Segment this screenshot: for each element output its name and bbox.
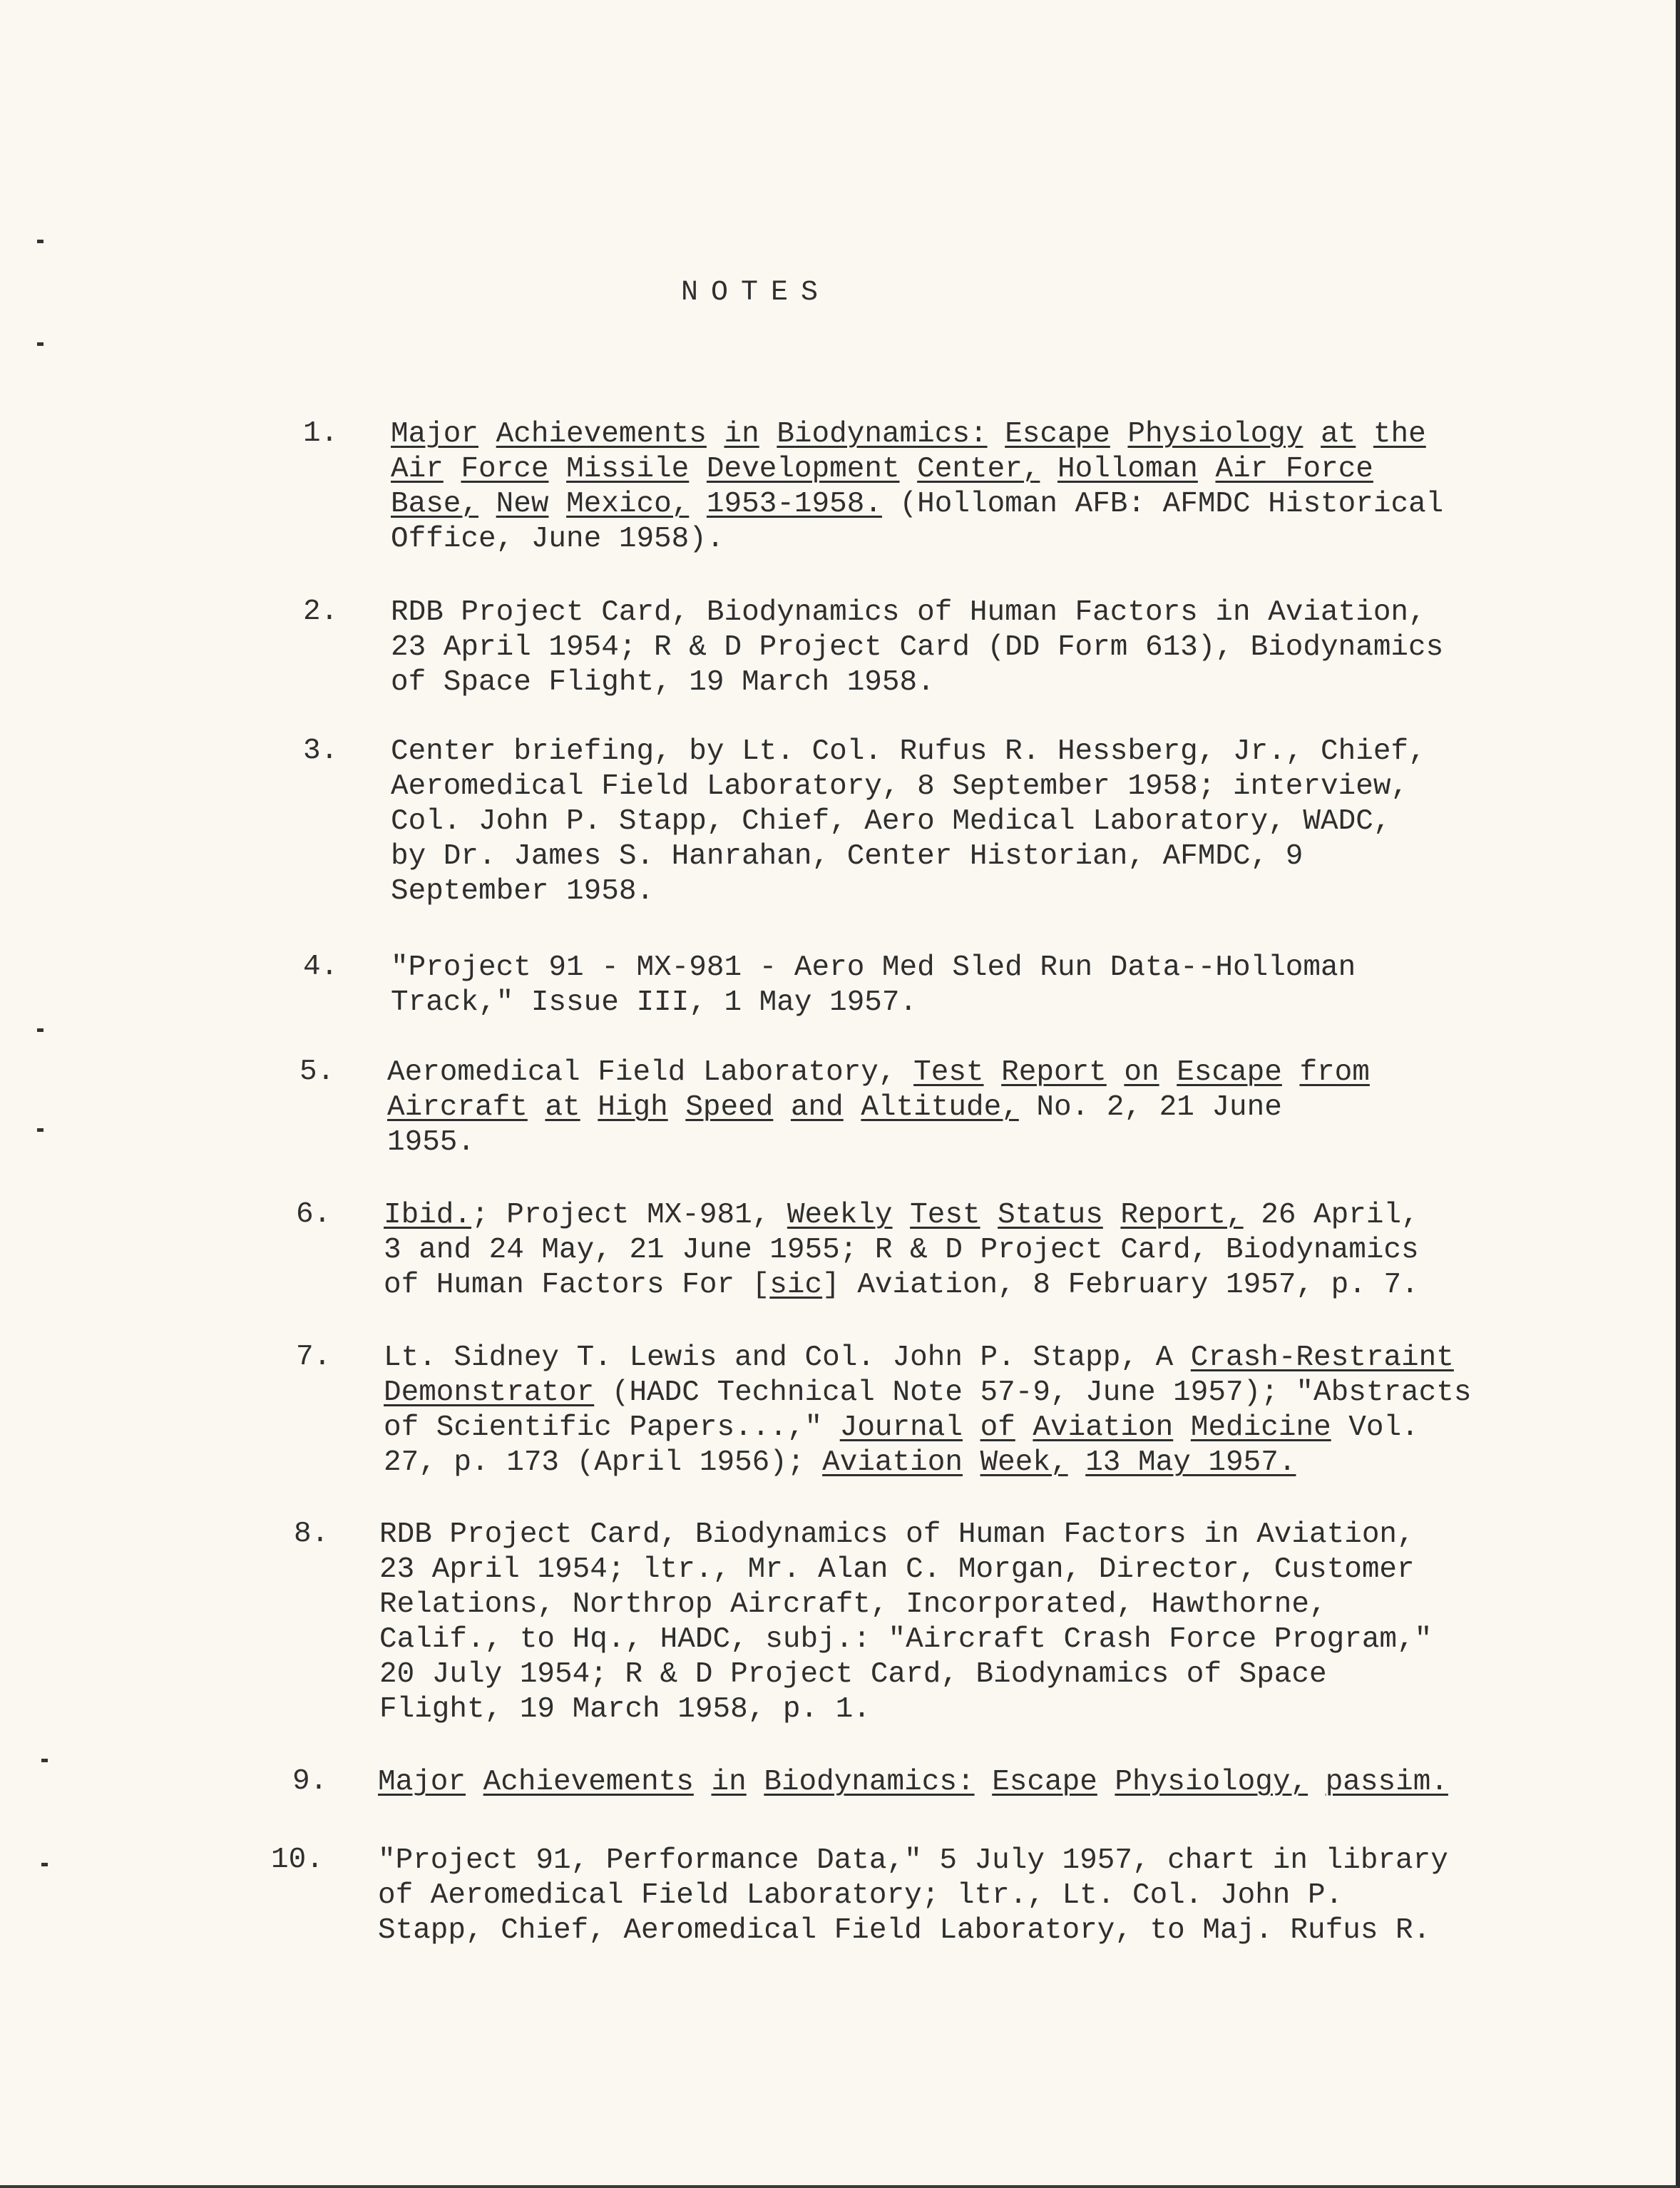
note-line: Ibid.; Project MX-981, Weekly Test Status Report, 26 April, bbox=[384, 1199, 1419, 1232]
note-line: of Space Flight, 19 March 1958. bbox=[391, 666, 935, 699]
note-line: Center briefing, by Lt. Col. Rufus R. Hessberg, Jr., Chief, bbox=[391, 735, 1426, 768]
note-line: 20 July 1954; R & D Project Card, Biodynamics of Space bbox=[379, 1658, 1327, 1691]
note-line: September 1958. bbox=[391, 875, 655, 908]
note-line: RDB Project Card, Biodynamics of Human Factors in Aviation, bbox=[379, 1518, 1415, 1551]
note-number: 3. bbox=[303, 735, 339, 767]
note-line: 23 April 1954; ltr., Mr. Alan C. Morgan, Director, Customer bbox=[379, 1553, 1415, 1586]
note-line: Aeromedical Field Laboratory, Test Report on Escape from bbox=[387, 1056, 1370, 1089]
note-line: Base, New Mexico, 1953-1958. (Holloman AFB: AFMDC Historical bbox=[391, 488, 1444, 521]
note-line: of Aeromedical Field Laboratory; ltr., Lt. Col. John P. bbox=[378, 1879, 1343, 1912]
note-line: Relations, Northrop Aircraft, Incorporated, Hawthorne, bbox=[379, 1588, 1327, 1621]
note-line: Aeromedical Field Laboratory, 8 September 1958; interview, bbox=[391, 770, 1409, 803]
margin-mark bbox=[41, 1863, 48, 1866]
note-number: 1. bbox=[303, 417, 339, 450]
margin-mark bbox=[37, 240, 43, 243]
note-line: RDB Project Card, Biodynamics of Human Factors in Aviation, bbox=[391, 596, 1426, 629]
note-line: Calif., to Hq., HADC, subj.: "Aircraft Crash Force Program," bbox=[379, 1623, 1433, 1656]
note-line: Demonstrator (HADC Technical Note 57-9, June 1957); "Abstracts bbox=[384, 1376, 1472, 1409]
note-line: Air Force Missile Development Center, Holloman Air Force bbox=[391, 453, 1373, 486]
note-line: of Scientific Papers...," Journal of Aviation Medicine Vol. bbox=[384, 1411, 1419, 1444]
note-line: Lt. Sidney T. Lewis and Col. John P. Stapp, A Crash-Restraint bbox=[384, 1341, 1454, 1374]
note-line: Major Achievements in Biodynamics: Escape Physiology at the bbox=[391, 418, 1426, 451]
note-line: 23 April 1954; R & D Project Card (DD Form 613), Biodynamics bbox=[391, 631, 1444, 664]
note-number: 8. bbox=[294, 1518, 329, 1550]
note-line: 3 and 24 May, 21 June 1955; R & D Project Card, Biodynamics bbox=[384, 1234, 1419, 1267]
note-number: 4. bbox=[303, 951, 339, 983]
note-line: Stapp, Chief, Aeromedical Field Laboratory, to Maj. Rufus R. bbox=[378, 1914, 1431, 1947]
note-line: Aircraft at High Speed and Altitude, No. 2, 21 June bbox=[387, 1091, 1282, 1124]
note-number: 10. bbox=[271, 1844, 324, 1876]
note-line: Col. John P. Stapp, Chief, Aero Medical Laboratory, WADC, bbox=[391, 805, 1391, 838]
margin-mark bbox=[37, 1128, 43, 1132]
note-line: by Dr. James S. Hanrahan, Center Historian, AFMDC, 9 bbox=[391, 840, 1303, 873]
margin-mark bbox=[37, 342, 43, 346]
note-line: Office, June 1958). bbox=[391, 523, 724, 556]
margin-mark bbox=[41, 1759, 48, 1762]
note-number: 6. bbox=[296, 1198, 332, 1231]
note-line: 1955. bbox=[387, 1126, 476, 1159]
note-number: 9. bbox=[292, 1765, 328, 1798]
note-line: 27, p. 173 (April 1956); Aviation Week, 13 May 1957. bbox=[384, 1446, 1296, 1479]
note-number: 2. bbox=[303, 595, 339, 628]
note-number: 5. bbox=[299, 1055, 335, 1088]
margin-mark bbox=[37, 1028, 43, 1032]
page-title: NOTES bbox=[681, 277, 831, 309]
note-line: of Human Factors For [sic] Aviation, 8 February 1957, p. 7. bbox=[384, 1269, 1419, 1302]
note-line: Major Achievements in Biodynamics: Escape Physiology, passim. bbox=[378, 1766, 1448, 1799]
note-line: "Project 91 - MX-981 - Aero Med Sled Run Data--Holloman bbox=[391, 951, 1356, 984]
note-line: Flight, 19 March 1958, p. 1. bbox=[379, 1693, 871, 1726]
note-number: 7. bbox=[296, 1341, 332, 1374]
note-line: "Project 91, Performance Data," 5 July 1957, chart in library bbox=[378, 1844, 1448, 1877]
note-line: Track," Issue III, 1 May 1957. bbox=[391, 986, 918, 1019]
